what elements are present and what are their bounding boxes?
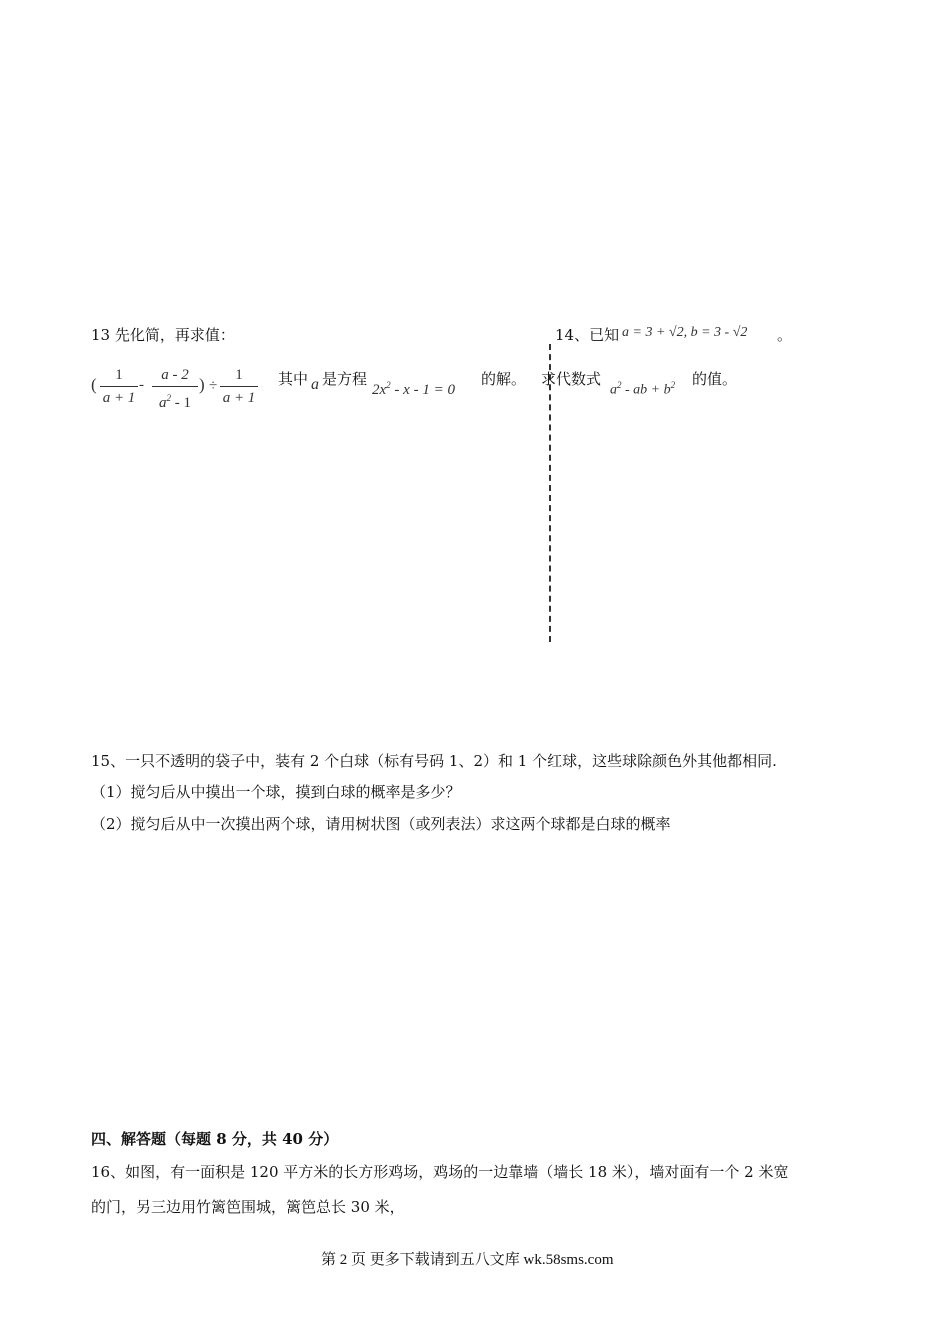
q13-where-text: 其中 bbox=[278, 370, 309, 388]
q13-eq-tail: - x - 1 = 0 bbox=[390, 382, 455, 398]
q13-f2-den-tail: - 1 bbox=[171, 395, 191, 411]
fraction-bar bbox=[220, 386, 258, 387]
q14-expression bbox=[610, 380, 675, 399]
q13-fraction-1-num: 1 bbox=[115, 367, 123, 383]
q13-close-paren: ) bbox=[199, 375, 205, 394]
q13-fraction-1 bbox=[100, 366, 138, 407]
q13-fraction-2-den bbox=[152, 389, 198, 412]
q13-var-a: a bbox=[311, 376, 319, 393]
q13-open-paren: ( bbox=[91, 375, 97, 394]
q13-equation bbox=[372, 380, 455, 399]
q13-eq-lead: 2x bbox=[372, 382, 387, 398]
q13-heading: 13 先化简，再求值： bbox=[91, 326, 235, 344]
q13-fraction-1-den: a + 1 bbox=[102, 390, 136, 406]
q13-fraction-3-den: a + 1 bbox=[222, 390, 256, 406]
q15-line-3: （2）搅匀后从中一次摸出两个球，请用树状图（或列表法）求这两个球都是白球的概率 bbox=[91, 815, 671, 833]
q14-expr-a-exp: 2 bbox=[617, 380, 622, 390]
q13-fraction-2-num: a - 2 bbox=[161, 367, 189, 383]
q15-line-2: （1）搅匀后从中摸出一个球，摸到白球的概率是多少？ bbox=[91, 783, 461, 801]
q13-fraction-2 bbox=[152, 366, 198, 412]
q13-f2-den-exp: 2 bbox=[166, 393, 171, 403]
q13-fraction-3-num: 1 bbox=[235, 367, 243, 383]
q14-heading-prefix: 14、已知 bbox=[555, 326, 620, 344]
page-footer: 第 2 页 更多下载请到五八文库 wk.58sms.com bbox=[321, 1252, 614, 1268]
q16-line-2: 的门，另三边用竹篱笆围城，篱笆总长 30 米， bbox=[91, 1198, 405, 1216]
q14-value-text: 的值。 bbox=[692, 370, 738, 388]
q13-fraction-3 bbox=[220, 366, 258, 407]
q15-line-1: 15、一只不透明的袋子中，装有 2 个白球（标有号码 1、2）和 1 个红球，这些球除颜色外其他都相同. bbox=[91, 752, 777, 770]
q13-divide: ÷ bbox=[209, 378, 218, 394]
fraction-bar bbox=[100, 386, 138, 387]
q14-expr-b-exp: 2 bbox=[670, 380, 676, 390]
q13-f2-den-base: a bbox=[159, 395, 167, 411]
q14-given: a = 3 + √2, b = 3 - √2 bbox=[622, 325, 748, 340]
q13-is-root-text: 是方程 bbox=[322, 370, 368, 388]
q16-line-1: 16、如图，有一面积是 120 平方米的长方形鸡场，鸡场的一边靠墙（墙长 18 米），墙对面有一个 2 米宽 bbox=[91, 1163, 789, 1181]
q14-find-text: 求代数式 bbox=[541, 370, 602, 388]
q14-expr-a: a bbox=[610, 382, 617, 398]
q13-eq-exp: 2 bbox=[386, 380, 391, 390]
section-title: 四、解答题（每题 8 分，共 40 分） bbox=[91, 1130, 339, 1148]
q13-solution-text: 的解。 bbox=[481, 370, 527, 388]
fraction-bar bbox=[152, 386, 198, 387]
q14-expr-mid: - ab + b bbox=[621, 382, 671, 398]
q14-heading-end: 。 bbox=[777, 326, 793, 344]
q13-minus: - bbox=[139, 377, 144, 393]
